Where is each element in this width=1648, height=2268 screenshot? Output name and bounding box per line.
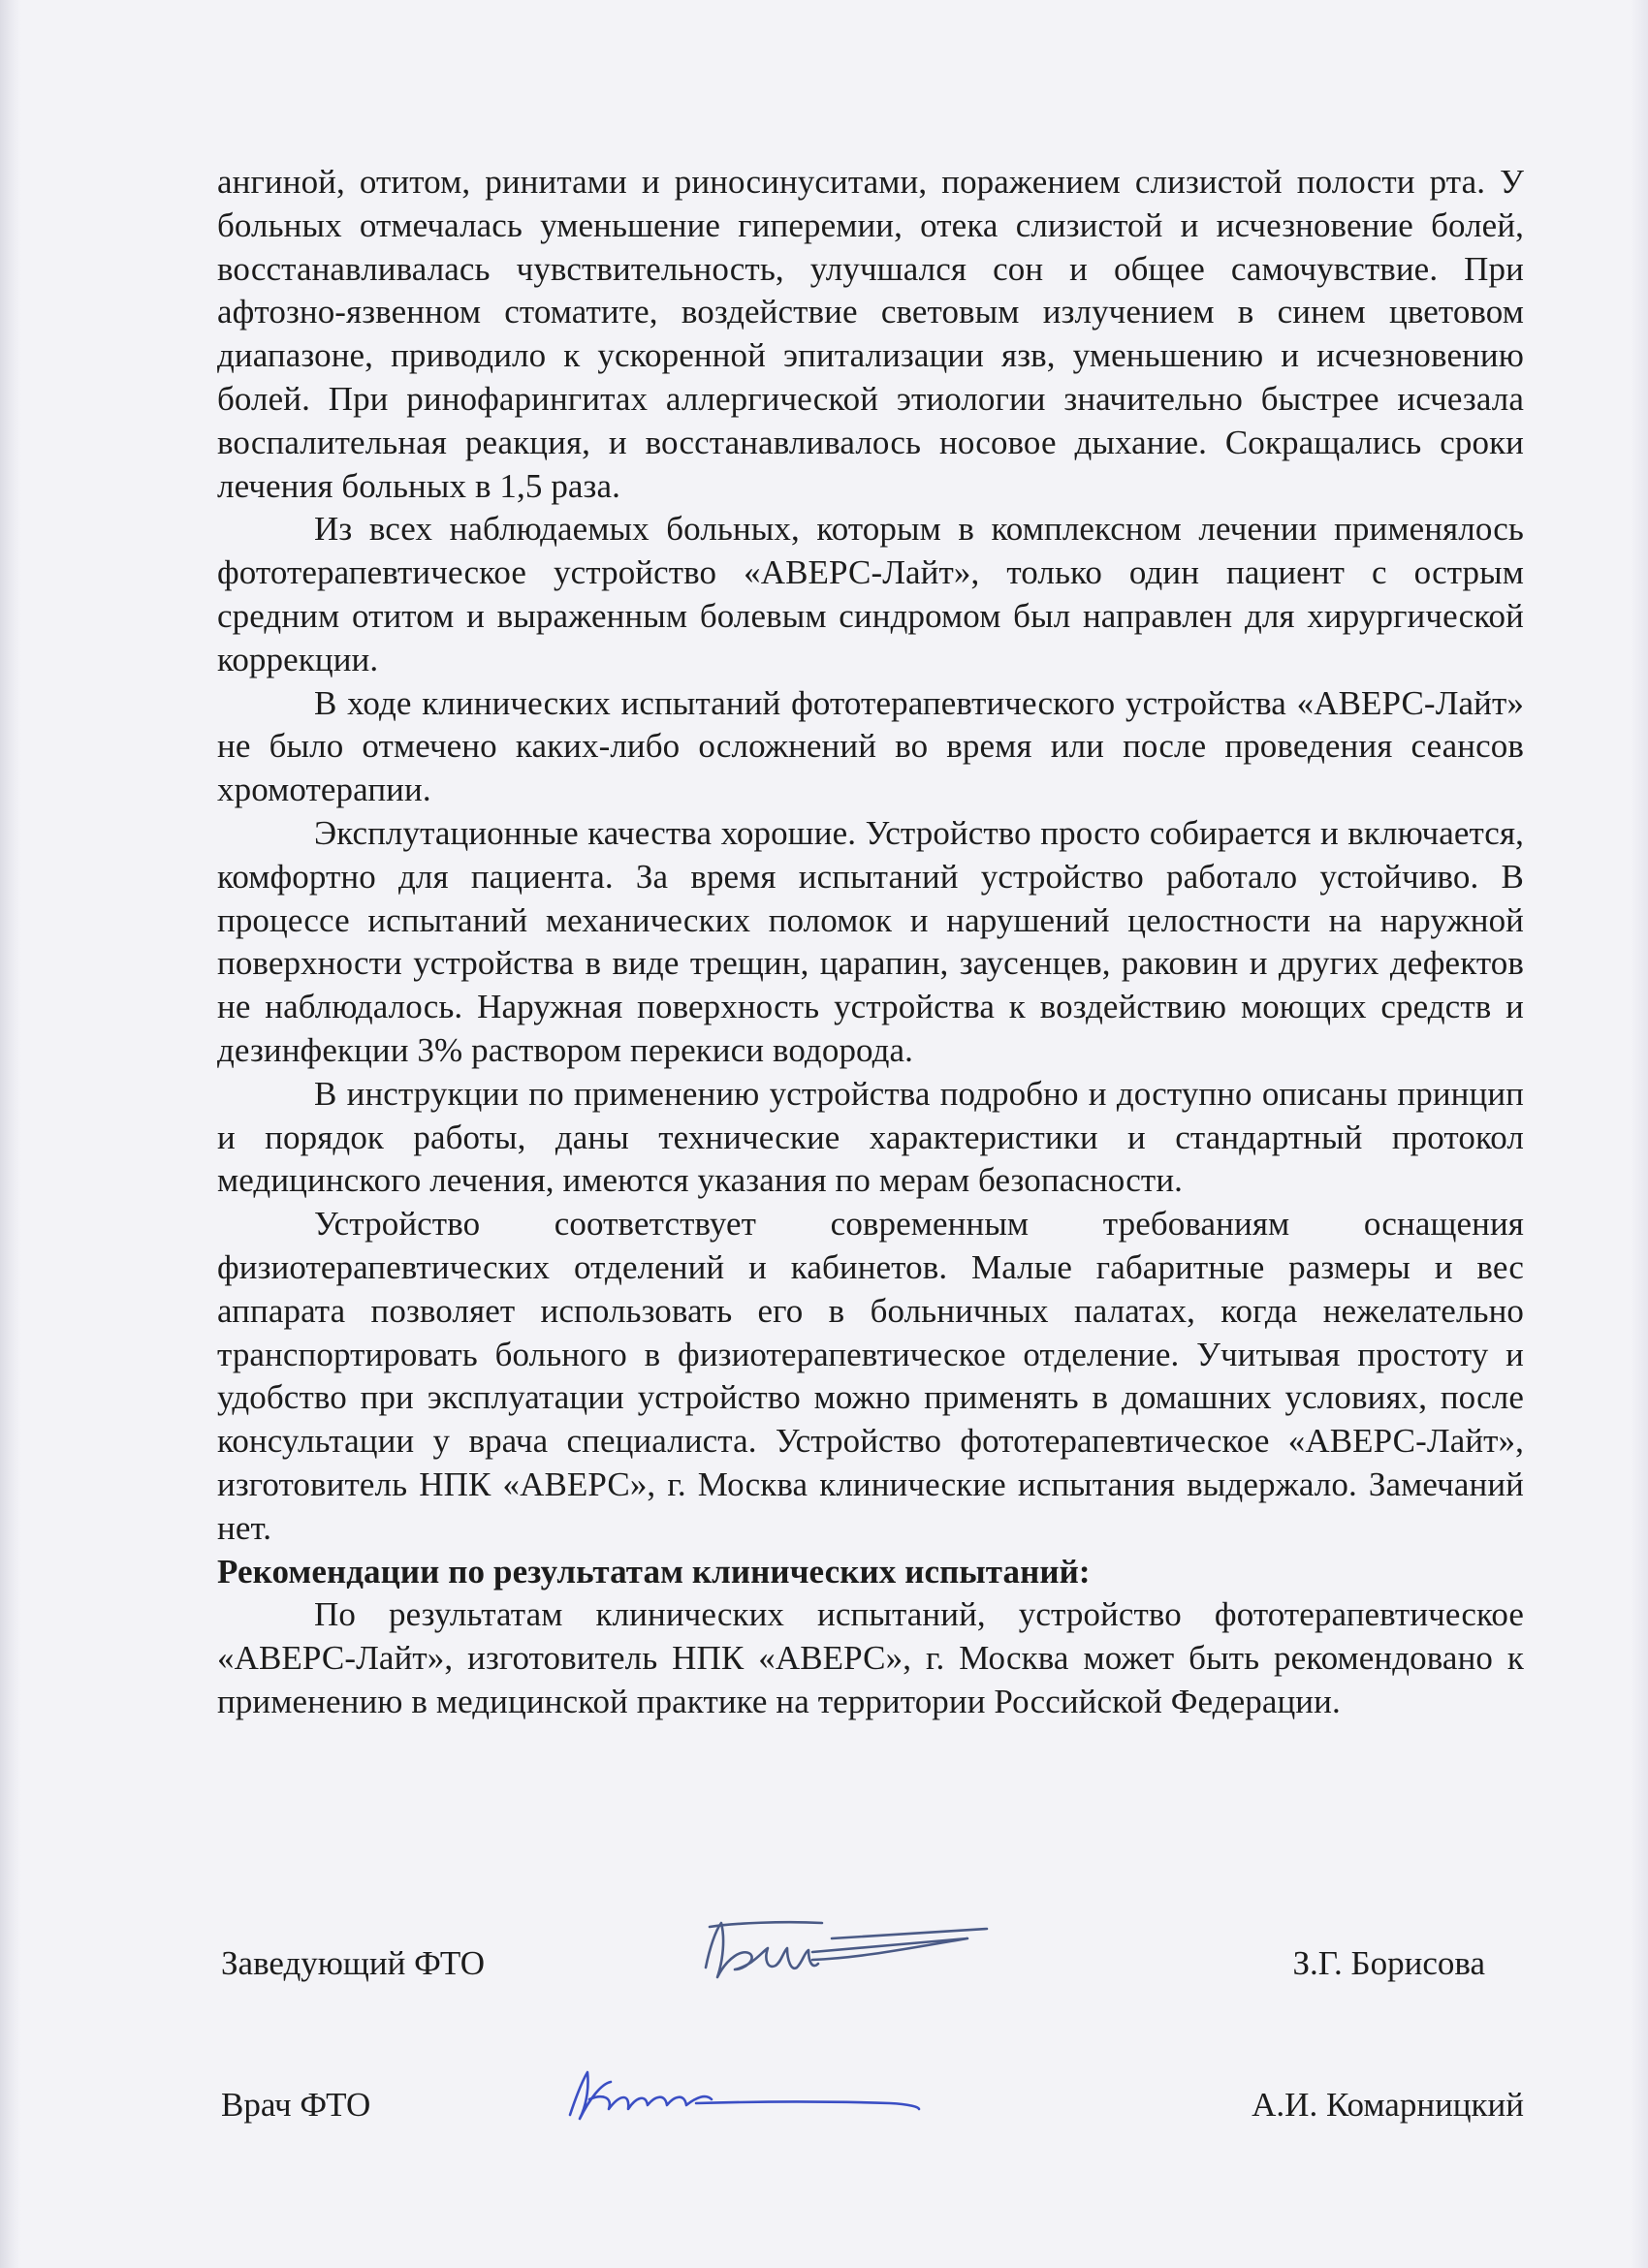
paragraph-operational-quality: Эксплутационные качества хорошие. Устройство просто собирается и включается, комфортно для пациента. За время испытаний устройство работало устойчиво. В процессе испытаний механических поломок и нарушений целостности на наружной поверхности устройства в виде трещин, царапин, заусенцев, раковин и других дефектов не наблюдалось. Наружная поверхность устройства к воздействию моющих средств и дезинфекции 3% раствором перекиси водорода. bbox=[217, 813, 1524, 1069]
signer-name: А.И. Комарницкий bbox=[1252, 2086, 1524, 2124]
signer-name: З.Г. Борисова bbox=[1292, 1944, 1485, 1982]
recommendations-text: По результатам клинических испытаний, устройство фототерапевтическое «АВЕРС-Лайт», изготовитель НПК «АВЕРС», г. Москва может быть рекомендовано к применению в медицинской практике на территории Российской Федерации. bbox=[217, 1595, 1524, 1720]
signature-row-doctor bbox=[221, 2051, 1524, 2138]
handwritten-signature-icon bbox=[531, 2055, 1035, 2132]
paragraph-continuation: ангиной, отитом, ринитами и риносинуситами, поражением слизистой полости рта. У больных отмечалась уменьшение гиперемии, отека слизистой и исчезновение болей, восстанавливалась чувствительность, улучшался сон и общее самочувствие. При афтозно-язвенном стоматите, воздействие световым излучением в синем цветовом диапазоне, приводило к ускоренной эпитализации язв, уменьшению и исчезновению болей. При ринофарингитах аллергической этиологии значительно быстрее исчезала воспалительная реакция, и восстанавливалось носовое дыхание. Сокращались сроки лечения больных в 1,5 раза. bbox=[217, 163, 1524, 505]
scan-edge-left bbox=[0, 0, 21, 2268]
signer-position: Врач ФТО bbox=[221, 2086, 371, 2124]
signer-position: Заведующий ФТО bbox=[221, 1944, 486, 1982]
paragraph-patients-outcome: Из всех наблюдаемых больных, которым в комплексном лечении применялось фототерапевтическое устройство «АВЕРС-Лайт», только один пациент с острым средним отитом и выраженным болевым синдромом был направлен для хирургической коррекции. bbox=[217, 510, 1524, 678]
paragraph-instructions: В инструкции по применению устройства подробно и доступно описаны принцип и порядок работы, даны технические характеристики и стандартный протокол медицинского лечения, имеются указания по мерам безопасности. bbox=[217, 1074, 1524, 1200]
paragraph-compliance: Устройство соответствует современным требованиям оснащения физиотерапевтических отделений и кабинетов. Малые габаритные размеры и вес аппарата позволяет использовать его в больничных палатах, когда нежелательно транспортировать больного в физиотерапевтическое отделение. Учитывая простоту и удобство при эксплуатации устройство можно применять в домашних условиях, после консультации у врача специалиста. Устройство фототерапевтическое «АВЕРС-Лайт», изготовитель НПК «АВЕРС», г. Москва клинические испытания выдержало. Замечаний нет. bbox=[217, 1205, 1524, 1547]
signature-row-head bbox=[221, 1909, 1524, 1997]
document-body bbox=[217, 161, 1524, 1724]
paragraph-no-complications: В ходе клинических испытаний фототерапевтического устройства «АВЕРС-Лайт» не было отмечено каких-либо осложнений во время или после проведения сеансов хромотерапии. bbox=[217, 683, 1524, 809]
scan-edge-right bbox=[1631, 0, 1648, 2268]
handwritten-signature-icon bbox=[667, 1909, 1132, 1997]
recommendations-heading: Рекомендации по результатам клинических испытаний: bbox=[217, 1552, 1091, 1591]
